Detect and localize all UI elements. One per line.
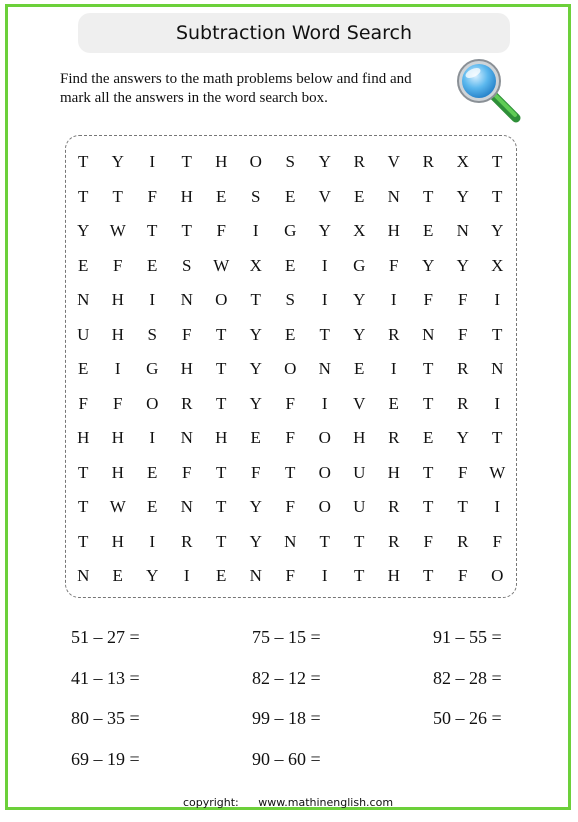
grid-letter[interactable]: T xyxy=(216,359,227,379)
grid-letter[interactable]: I xyxy=(183,566,190,586)
grid-letter[interactable]: F xyxy=(251,462,261,482)
grid-letter[interactable]: F xyxy=(458,566,468,586)
grid-letter[interactable]: R xyxy=(353,152,365,172)
grid-letter[interactable]: S xyxy=(147,324,157,344)
grid-letter[interactable]: F xyxy=(182,462,192,482)
math-problem: 51 – 27 = xyxy=(71,627,140,647)
grid-letter[interactable]: U xyxy=(77,324,90,344)
grid-letter[interactable]: R xyxy=(457,359,469,379)
grid-letter[interactable]: I xyxy=(494,497,501,517)
website-url: www.mathinenglish.com xyxy=(258,796,394,809)
grid-letter[interactable]: R xyxy=(388,324,400,344)
grid-letter[interactable]: Y xyxy=(456,255,469,275)
grid-letter[interactable]: X xyxy=(353,221,366,241)
grid-letter[interactable]: O xyxy=(318,497,331,517)
grid-letter[interactable]: T xyxy=(423,566,434,586)
grid-letter[interactable]: R xyxy=(457,531,469,551)
grid-letter[interactable]: G xyxy=(146,359,159,379)
grid-letter[interactable]: E xyxy=(285,324,296,344)
grid-letter[interactable]: R xyxy=(457,393,469,413)
grid-letter[interactable]: I xyxy=(321,290,328,310)
grid-letter[interactable]: T xyxy=(147,221,158,241)
math-problem: 82 – 12 = xyxy=(252,667,321,688)
grid-letter[interactable]: E xyxy=(354,359,365,379)
grid-letter[interactable]: E xyxy=(216,186,227,206)
magnifying-glass-icon xyxy=(453,57,521,125)
grid-letter[interactable]: T xyxy=(423,497,434,517)
title-banner xyxy=(78,13,510,53)
grid-letter[interactable]: N xyxy=(491,359,504,379)
grid-letter[interactable]: Y xyxy=(249,324,262,344)
grid-letter[interactable]: Y xyxy=(318,152,331,172)
grid-letter[interactable]: R xyxy=(388,428,400,448)
grid-letter[interactable]: E xyxy=(423,428,434,448)
grid-letter[interactable]: E xyxy=(78,255,89,275)
grid-letter[interactable]: W xyxy=(213,255,230,275)
grid-letter[interactable]: N xyxy=(284,531,297,551)
copyright-label: copyright: xyxy=(182,796,239,809)
grid-letter[interactable]: T xyxy=(423,462,434,482)
grid-letter[interactable]: T xyxy=(423,393,434,413)
grid-letter[interactable]: N xyxy=(180,290,193,310)
grid-letter[interactable]: I xyxy=(252,221,259,241)
grid-letter[interactable]: H xyxy=(111,290,124,310)
grid-letter[interactable]: F xyxy=(285,393,295,413)
grid-letter[interactable]: Y xyxy=(146,566,159,586)
grid-letter[interactable]: T xyxy=(250,290,261,310)
grid-letter[interactable]: F xyxy=(113,393,123,413)
grid-letter[interactable]: O xyxy=(146,393,159,413)
grid-letter[interactable]: N xyxy=(318,359,331,379)
grid-letter[interactable]: Y xyxy=(77,221,90,241)
grid-letter[interactable]: Y xyxy=(249,393,262,413)
grid-letter[interactable]: V xyxy=(353,393,366,413)
grid-letter[interactable]: R xyxy=(422,152,434,172)
grid-letter[interactable]: H xyxy=(111,462,124,482)
grid-letter[interactable]: U xyxy=(353,462,366,482)
grid-letter[interactable]: W xyxy=(109,497,126,517)
grid-letter[interactable]: Y xyxy=(422,255,435,275)
grid-letter[interactable]: O xyxy=(318,462,331,482)
grid-letter[interactable]: I xyxy=(149,428,156,448)
grid-letter[interactable]: F xyxy=(113,255,123,275)
math-problem: 75 – 15 = xyxy=(252,627,321,647)
grid-letter[interactable]: E xyxy=(388,393,399,413)
math-problem: 69 – 19 = xyxy=(71,748,140,769)
grid-letter[interactable]: T xyxy=(216,324,227,344)
page-title: Subtraction Word Search xyxy=(175,22,413,44)
grid-letter[interactable]: T xyxy=(354,566,365,586)
math-problem: 41 – 13 = xyxy=(71,667,140,688)
grid-letter[interactable]: E xyxy=(147,462,158,482)
grid-letter[interactable]: T xyxy=(181,152,192,172)
grid-letter[interactable]: T xyxy=(319,531,330,551)
grid-letter[interactable]: Y xyxy=(456,428,469,448)
grid-letter[interactable]: N xyxy=(249,566,262,586)
grid-letter[interactable]: T xyxy=(492,428,503,448)
grid-letter[interactable]: N xyxy=(456,221,469,241)
grid-letter[interactable]: T xyxy=(423,359,434,379)
grid-letter[interactable]: Y xyxy=(353,290,366,310)
worksheet-page xyxy=(5,4,571,810)
grid-letter[interactable]: I xyxy=(321,393,328,413)
grid-letter[interactable]: H xyxy=(180,359,193,379)
grid-letter[interactable]: N xyxy=(180,428,193,448)
grid-letter[interactable]: F xyxy=(182,324,192,344)
grid-letter[interactable]: E xyxy=(423,221,434,241)
grid-letter[interactable]: H xyxy=(215,152,228,172)
grid-letter[interactable]: T xyxy=(492,152,503,172)
grid-letter[interactable]: S xyxy=(251,186,261,206)
math-problem: 99 – 18 = xyxy=(252,708,321,728)
grid-letter[interactable]: Y xyxy=(318,221,331,241)
grid-letter[interactable]: N xyxy=(180,497,193,517)
math-problem: 82 – 28 = xyxy=(433,667,502,688)
grid-letter[interactable]: O xyxy=(284,359,297,379)
grid-letter[interactable]: O xyxy=(318,428,331,448)
grid-letter[interactable]: F xyxy=(78,393,88,413)
grid-letter[interactable]: F xyxy=(458,290,468,310)
grid-letter[interactable]: T xyxy=(78,462,89,482)
grid-letter[interactable]: T xyxy=(112,186,123,206)
grid-letter[interactable]: T xyxy=(319,324,330,344)
grid-letter[interactable]: W xyxy=(109,221,126,241)
grid-letter[interactable]: H xyxy=(215,428,228,448)
grid-letter[interactable]: Y xyxy=(111,152,124,172)
grid-letter[interactable]: F xyxy=(147,186,157,206)
grid-letter[interactable]: R xyxy=(388,531,400,551)
grid-letter[interactable]: T xyxy=(78,497,89,517)
math-problem: 50 – 26 = xyxy=(433,708,502,728)
grid-letter[interactable]: F xyxy=(423,531,433,551)
grid-letter[interactable]: H xyxy=(387,566,400,586)
grid-letter[interactable]: S xyxy=(182,255,192,275)
grid-letter[interactable]: R xyxy=(181,531,193,551)
grid-letter[interactable]: X xyxy=(456,152,469,172)
grid-letter[interactable]: I xyxy=(149,531,156,551)
grid-letter[interactable]: N xyxy=(77,566,90,586)
grid-letter[interactable]: T xyxy=(457,497,468,517)
grid-letter[interactable]: T xyxy=(492,186,503,206)
grid-letter[interactable]: N xyxy=(422,324,435,344)
grid-letter[interactable]: S xyxy=(285,152,295,172)
grid-letter[interactable]: T xyxy=(285,462,296,482)
grid-letter[interactable]: O xyxy=(249,152,262,172)
grid-letter[interactable]: T xyxy=(78,186,89,206)
grid-letter[interactable]: Y xyxy=(249,497,262,517)
grid-letter[interactable]: U xyxy=(353,497,366,517)
grid-letter[interactable]: T xyxy=(492,324,503,344)
math-problem: 91 – 55 = xyxy=(433,627,502,647)
grid-letter[interactable]: F xyxy=(285,428,295,448)
grid-letter[interactable]: T xyxy=(216,497,227,517)
grid-letter[interactable]: F xyxy=(389,255,399,275)
grid-letter[interactable]: I xyxy=(149,152,156,172)
grid-letter[interactable]: R xyxy=(181,393,193,413)
grid-letter[interactable]: N xyxy=(77,290,90,310)
grid-letter[interactable]: H xyxy=(353,428,366,448)
grid-letter[interactable]: H xyxy=(77,428,90,448)
footer xyxy=(8,796,568,809)
grid-letter[interactable]: I xyxy=(114,359,121,379)
math-problem: 90 – 60 = xyxy=(252,748,321,769)
grid-letter[interactable]: O xyxy=(215,290,228,310)
grid-letter[interactable]: E xyxy=(147,497,158,517)
grid-letter[interactable]: H xyxy=(111,324,124,344)
grid-letter[interactable]: T xyxy=(216,462,227,482)
grid-letter[interactable]: E xyxy=(285,255,296,275)
math-problem: 80 – 35 = xyxy=(71,708,140,728)
problem-list xyxy=(71,627,578,789)
grid-letter[interactable]: E xyxy=(147,255,158,275)
grid-letter[interactable]: X xyxy=(249,255,262,275)
grid-letter[interactable]: I xyxy=(321,255,328,275)
grid-letter[interactable]: I xyxy=(390,359,397,379)
grid-letter[interactable]: Y xyxy=(353,324,366,344)
grid-letter[interactable]: Y xyxy=(249,531,262,551)
grid-letter[interactable]: V xyxy=(318,186,331,206)
grid-letter[interactable]: X xyxy=(491,255,504,275)
grid-letter[interactable]: H xyxy=(387,462,400,482)
grid-letter[interactable]: F xyxy=(458,462,468,482)
grid-letter[interactable]: T xyxy=(78,152,89,172)
grid-letter[interactable]: T xyxy=(423,186,434,206)
grid-letter[interactable]: Y xyxy=(249,359,262,379)
grid-letter[interactable]: I xyxy=(494,290,501,310)
grid-letter[interactable]: E xyxy=(285,186,296,206)
grid-letter[interactable]: Y xyxy=(456,186,469,206)
grid-letter[interactable]: I xyxy=(494,393,501,413)
grid-letter[interactable]: I xyxy=(390,290,397,310)
grid-letter[interactable]: G xyxy=(284,221,297,241)
grid-letter[interactable]: F xyxy=(458,324,468,344)
instructions-text: Find the answers to the math problems below and find and mark all the answers in the word search box. xyxy=(60,71,412,106)
grid-letter[interactable]: F xyxy=(216,221,226,241)
grid-letter[interactable]: R xyxy=(388,497,400,517)
grid-letter[interactable]: F xyxy=(423,290,433,310)
grid-letter[interactable]: I xyxy=(321,566,328,586)
grid-letter[interactable]: Y xyxy=(491,221,504,241)
grid-letter[interactable]: V xyxy=(387,152,400,172)
grid-letter[interactable]: G xyxy=(353,255,366,275)
grid-letter[interactable]: S xyxy=(285,290,295,310)
grid-letter[interactable]: H xyxy=(180,186,193,206)
grid-letter[interactable]: T xyxy=(78,531,89,551)
grid-letter[interactable]: T xyxy=(216,531,227,551)
grid-letter[interactable]: E xyxy=(78,359,89,379)
grid-letter[interactable]: N xyxy=(387,186,400,206)
letter-grid xyxy=(66,145,515,594)
grid-letter[interactable]: E xyxy=(354,186,365,206)
grid-letter[interactable]: I xyxy=(149,290,156,310)
grid-letter[interactable]: F xyxy=(285,497,295,517)
grid-letter[interactable]: E xyxy=(216,566,227,586)
grid-letter[interactable]: T xyxy=(216,393,227,413)
grid-letter[interactable]: T xyxy=(181,221,192,241)
grid-letter[interactable]: F xyxy=(285,566,295,586)
grid-letter[interactable]: T xyxy=(354,531,365,551)
grid-letter[interactable]: W xyxy=(489,462,506,482)
grid-letter[interactable]: E xyxy=(112,566,123,586)
grid-letter[interactable]: H xyxy=(387,221,400,241)
grid-letter[interactable]: F xyxy=(492,531,502,551)
grid-letter[interactable]: E xyxy=(250,428,261,448)
grid-letter[interactable]: O xyxy=(491,566,504,586)
grid-letter[interactable]: H xyxy=(111,531,124,551)
grid-letter[interactable]: H xyxy=(111,428,124,448)
